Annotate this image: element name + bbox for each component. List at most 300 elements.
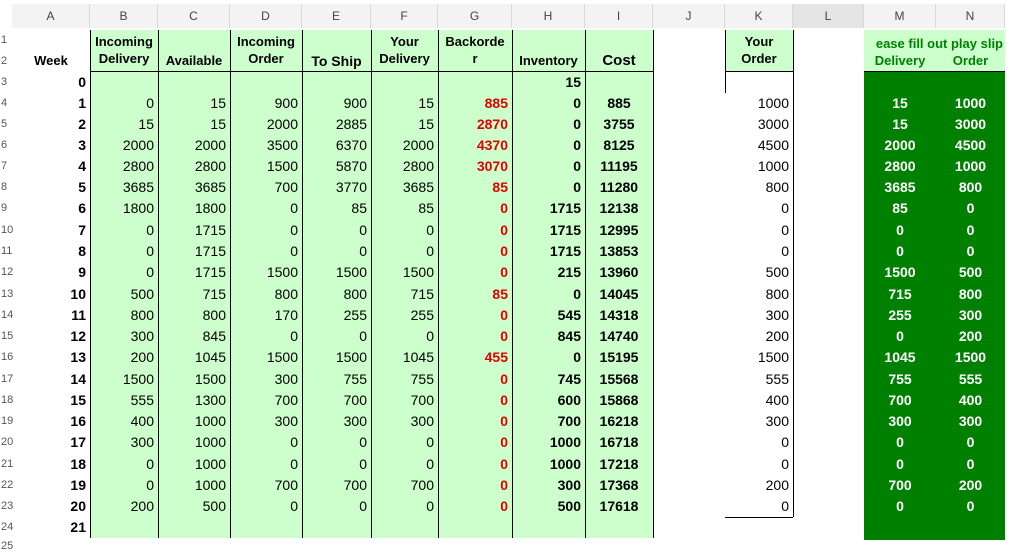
cell-slip-delivery[interactable]: 700 xyxy=(888,477,912,493)
cell-inventory[interactable]: 700 xyxy=(557,413,581,429)
cell-slip-order[interactable]: 500 xyxy=(958,264,983,280)
cell-incoming-delivery[interactable]: 300 xyxy=(130,434,154,450)
row-header-25[interactable]: 25 xyxy=(1,540,14,552)
cell-week[interactable]: 4 xyxy=(78,158,86,174)
column-header-k[interactable]: K xyxy=(725,4,793,28)
cell-to-ship[interactable]: 755 xyxy=(343,371,367,387)
cell-incoming-order[interactable]: 0 xyxy=(290,456,298,472)
cell-week[interactable]: 5 xyxy=(78,179,86,195)
header-inventory[interactable]: Inventory xyxy=(519,53,578,68)
row-header-23[interactable]: 23 xyxy=(1,500,14,512)
cell-available[interactable]: 845 xyxy=(202,328,226,344)
header-backorder[interactable] xyxy=(438,30,512,71)
cell-backorder[interactable]: 0 xyxy=(500,498,508,514)
row-header-12[interactable]: 12 xyxy=(1,266,14,278)
cell-week[interactable]: 14 xyxy=(70,371,86,387)
cell-backorder[interactable]: 4370 xyxy=(476,137,508,153)
cell-to-ship[interactable]: 0 xyxy=(359,498,367,514)
cell-cost[interactable]: 17618 xyxy=(599,498,639,514)
cell-to-ship[interactable]: 0 xyxy=(359,222,367,238)
cell-cost[interactable]: 14045 xyxy=(599,286,639,302)
cell-available[interactable]: 1500 xyxy=(194,371,226,387)
cell-backorder[interactable]: 0 xyxy=(500,392,508,408)
column-header-j[interactable]: J xyxy=(653,4,725,28)
cell-your-delivery[interactable]: 0 xyxy=(426,456,434,472)
column-header-f[interactable]: F xyxy=(371,4,438,28)
column-header-h[interactable]: H xyxy=(512,4,585,28)
row-header-18[interactable]: 18 xyxy=(1,394,14,406)
row-header-11[interactable]: 11 xyxy=(1,245,13,257)
cell-inventory[interactable]: 0 xyxy=(573,286,581,302)
cell-available[interactable]: 1715 xyxy=(194,264,226,280)
cell-incoming-order[interactable]: 700 xyxy=(274,477,298,493)
cell-to-ship[interactable]: 5870 xyxy=(335,158,367,174)
row-header-24[interactable]: 24 xyxy=(1,521,14,533)
cell-to-ship[interactable]: 300 xyxy=(343,413,367,429)
cell-week[interactable]: 6 xyxy=(78,200,86,216)
cell-your-delivery[interactable]: 255 xyxy=(410,307,434,323)
row-header-15[interactable]: 15 xyxy=(1,330,14,342)
cell-slip-delivery[interactable]: 700 xyxy=(888,392,912,408)
header-your-delivery-line: Delivery xyxy=(379,51,430,66)
cell-week[interactable]: 11 xyxy=(71,307,86,323)
cell-backorder[interactable]: 0 xyxy=(500,243,508,259)
column-header-b[interactable]: B xyxy=(90,4,158,28)
cell-incoming-order[interactable]: 700 xyxy=(274,392,298,408)
cell-inventory[interactable]: 0 xyxy=(573,95,581,111)
cell-slip-order[interactable]: 800 xyxy=(958,179,983,195)
cell-week[interactable]: 21 xyxy=(70,519,86,535)
cell-your-delivery[interactable]: 2800 xyxy=(402,158,434,174)
cell-cost[interactable]: 15568 xyxy=(599,371,639,387)
cell-cost[interactable]: 13853 xyxy=(599,243,639,259)
cell-your-delivery[interactable]: 700 xyxy=(410,477,434,493)
cell-your-order[interactable]: 3000 xyxy=(725,114,793,135)
cell-slip-order[interactable]: 1000 xyxy=(954,95,987,111)
cell-your-order[interactable]: 0 xyxy=(725,241,793,262)
cell-backorder[interactable]: 0 xyxy=(500,200,508,216)
cell-your-order[interactable]: 300 xyxy=(725,411,793,432)
cell-your-delivery[interactable]: 2000 xyxy=(402,137,434,153)
cell-your-order[interactable]: 200 xyxy=(725,475,793,496)
cell-backorder[interactable]: 85 xyxy=(492,286,508,302)
cell-slip-delivery[interactable]: 0 xyxy=(896,434,904,450)
cell-your-order[interactable]: 800 xyxy=(725,283,793,305)
row-header-22[interactable]: 22 xyxy=(1,479,14,491)
row-header-4[interactable]: 4 xyxy=(1,97,8,109)
cell-inventory[interactable]: 1715 xyxy=(549,200,581,216)
your-order-header-border xyxy=(725,71,793,72)
cell-incoming-delivery[interactable]: 1500 xyxy=(122,371,154,387)
cell-your-order[interactable]: 0 xyxy=(725,453,793,475)
cell-slip-delivery[interactable]: 0 xyxy=(896,498,904,514)
cell-incoming-delivery[interactable]: 0 xyxy=(146,222,154,238)
cell-slip-delivery[interactable]: 1500 xyxy=(884,264,916,280)
cell-incoming-order[interactable]: 900 xyxy=(274,95,298,111)
cell-inventory[interactable]: 845 xyxy=(557,328,581,344)
cell-inventory[interactable]: 745 xyxy=(557,371,581,387)
cell-slip-order[interactable]: 0 xyxy=(966,243,975,259)
cell-inventory[interactable]: 1715 xyxy=(549,243,581,259)
cell-incoming-order[interactable]: 700 xyxy=(274,179,298,195)
cell-cost[interactable]: 3755 xyxy=(603,116,635,132)
cell-week[interactable]: 17 xyxy=(70,434,86,450)
cell-incoming-order[interactable]: 170 xyxy=(274,307,298,323)
header-slip-delivery[interactable]: Delivery xyxy=(874,53,926,68)
cell-your-order[interactable]: 1000 xyxy=(725,156,793,177)
cell-backorder[interactable]: 0 xyxy=(500,222,508,238)
cell-backorder[interactable]: 0 xyxy=(500,328,508,344)
cell-inventory[interactable]: 15 xyxy=(565,74,581,90)
cell-backorder[interactable]: 0 xyxy=(500,371,508,387)
cell-to-ship[interactable]: 0 xyxy=(359,243,367,259)
column-header-a[interactable]: A xyxy=(12,4,90,28)
header-incoming-order-line: Order xyxy=(248,51,284,66)
cell-incoming-delivery[interactable]: 15 xyxy=(138,116,154,132)
cell-incoming-delivery[interactable]: 1800 xyxy=(122,200,154,216)
cell-incoming-delivery[interactable]: 200 xyxy=(130,498,154,514)
header-incoming-delivery-line: Delivery xyxy=(98,51,150,66)
row-header-2[interactable]: 2 xyxy=(1,55,8,67)
cell-week[interactable]: 0 xyxy=(78,74,86,90)
cell-cost[interactable]: 17368 xyxy=(599,477,639,493)
cell-inventory[interactable]: 0 xyxy=(573,179,581,195)
cell-your-delivery[interactable]: 0 xyxy=(426,243,434,259)
cell-your-order[interactable]: 0 xyxy=(725,198,793,219)
cell-week[interactable]: 16 xyxy=(70,413,86,429)
cell-slip-order[interactable]: 200 xyxy=(958,328,983,344)
cell-inventory[interactable]: 1000 xyxy=(549,434,581,450)
column-header-c[interactable]: C xyxy=(158,4,230,28)
cell-your-order[interactable]: 1500 xyxy=(725,347,793,368)
cell-available[interactable]: 1715 xyxy=(194,222,226,238)
cell-your-order[interactable]: 1000 xyxy=(725,93,793,114)
cell-slip-order[interactable]: 400 xyxy=(958,392,983,408)
cell-backorder[interactable]: 0 xyxy=(500,456,508,472)
cell-to-ship[interactable]: 6370 xyxy=(335,137,367,153)
header-cost[interactable]: Cost xyxy=(602,52,636,69)
cell-cost[interactable]: 15868 xyxy=(599,392,639,408)
cell-incoming-order[interactable]: 300 xyxy=(274,413,298,429)
cell-slip-order[interactable]: 0 xyxy=(966,434,975,450)
cell-your-order[interactable]: 4500 xyxy=(725,135,793,156)
cell-incoming-order[interactable]: 2000 xyxy=(266,116,298,132)
cell-incoming-order[interactable]: 1500 xyxy=(266,158,298,174)
cell-slip-order[interactable]: 0 xyxy=(966,498,975,514)
cell-incoming-order[interactable]: 0 xyxy=(290,200,298,216)
cell-backorder[interactable]: 0 xyxy=(500,307,508,323)
cell-week[interactable]: 10 xyxy=(70,286,86,302)
cell-your-delivery[interactable]: 0 xyxy=(426,498,434,514)
cell-incoming-delivery[interactable]: 555 xyxy=(130,392,154,408)
cell-your-delivery[interactable]: 0 xyxy=(426,222,434,238)
cell-inventory[interactable]: 0 xyxy=(573,116,581,132)
cell-incoming-delivery[interactable]: 2800 xyxy=(122,158,154,174)
cell-to-ship[interactable]: 900 xyxy=(343,95,367,111)
cell-inventory[interactable]: 215 xyxy=(557,264,581,280)
cell-your-delivery[interactable]: 15 xyxy=(418,116,434,132)
cell-available[interactable]: 1045 xyxy=(194,349,226,365)
header-week[interactable]: Week xyxy=(34,53,68,68)
cell-to-ship[interactable]: 85 xyxy=(351,200,367,216)
cell-incoming-delivery[interactable]: 0 xyxy=(146,264,154,280)
cell-inventory[interactable]: 1715 xyxy=(549,222,581,238)
cell-slip-order[interactable]: 300 xyxy=(958,307,983,323)
cell-slip-order[interactable]: 0 xyxy=(966,222,975,238)
cell-incoming-delivery[interactable]: 0 xyxy=(146,95,154,111)
cell-your-delivery[interactable]: 15 xyxy=(418,95,434,111)
cell-slip-delivery[interactable]: 0 xyxy=(896,222,904,238)
cell-incoming-order[interactable]: 1500 xyxy=(266,264,298,280)
cell-incoming-order[interactable]: 300 xyxy=(274,371,298,387)
cell-to-ship[interactable]: 2885 xyxy=(335,116,367,132)
cell-slip-order[interactable]: 4500 xyxy=(954,137,987,153)
cell-week[interactable]: 20 xyxy=(70,498,86,514)
cell-week[interactable]: 1 xyxy=(78,95,86,111)
column-header-n[interactable]: N xyxy=(936,4,1005,28)
cell-cost[interactable]: 8125 xyxy=(603,137,635,153)
cell-available[interactable]: 1800 xyxy=(194,200,226,216)
column-header-g[interactable]: G xyxy=(438,4,512,28)
row-header-17[interactable]: 17 xyxy=(1,373,14,385)
cell-inventory[interactable]: 300 xyxy=(557,477,581,493)
cell-week[interactable]: 12 xyxy=(70,328,86,344)
column-header-d[interactable]: D xyxy=(230,4,302,28)
cell-cost[interactable]: 16218 xyxy=(599,413,639,429)
cell-slip-order[interactable]: 300 xyxy=(958,413,983,429)
cell-your-delivery[interactable]: 755 xyxy=(410,371,434,387)
header-your-delivery[interactable] xyxy=(371,30,438,71)
cell-slip-order[interactable]: 1500 xyxy=(954,349,987,365)
row-header-16[interactable]: 16 xyxy=(1,351,14,363)
cell-cost[interactable]: 15195 xyxy=(599,349,639,365)
row-header-1[interactable]: 1 xyxy=(1,34,8,46)
cell-cost[interactable]: 12138 xyxy=(599,200,639,216)
cell-cost[interactable]: 11280 xyxy=(599,179,639,195)
row-header-9[interactable]: 9 xyxy=(1,202,8,214)
cell-incoming-order[interactable]: 0 xyxy=(290,328,298,344)
cell-available[interactable]: 1000 xyxy=(194,413,226,429)
cell-incoming-delivery[interactable]: 2000 xyxy=(122,137,154,153)
cell-to-ship[interactable]: 800 xyxy=(343,286,367,302)
row-header-19[interactable]: 19 xyxy=(1,415,14,427)
cell-your-order[interactable]: 800 xyxy=(725,177,793,198)
cell-incoming-delivery[interactable]: 0 xyxy=(146,243,154,259)
cell-your-delivery[interactable]: 300 xyxy=(410,413,434,429)
cell-slip-order[interactable]: 0 xyxy=(966,456,975,472)
row-header-14[interactable]: 14 xyxy=(1,309,14,321)
header-incoming-delivery[interactable] xyxy=(90,30,158,71)
cell-to-ship[interactable]: 255 xyxy=(343,307,367,323)
column-header-l[interactable]: L xyxy=(793,4,864,28)
cell-backorder[interactable]: 0 xyxy=(500,477,508,493)
cell-to-ship[interactable]: 1500 xyxy=(335,349,367,365)
cell-to-ship[interactable]: 1500 xyxy=(335,264,367,280)
cell-your-order[interactable]: 0 xyxy=(725,219,793,241)
cell-slip-delivery[interactable]: 715 xyxy=(888,286,912,302)
cell-to-ship[interactable]: 0 xyxy=(359,456,367,472)
cell-available[interactable]: 1000 xyxy=(194,456,226,472)
cell-slip-delivery[interactable]: 3685 xyxy=(884,179,916,195)
cell-backorder[interactable]: 0 xyxy=(500,413,508,429)
row-header-13[interactable]: 13 xyxy=(1,288,14,300)
cell-available[interactable]: 500 xyxy=(202,498,226,514)
row-header-5[interactable]: 5 xyxy=(1,118,8,130)
row-header-21[interactable]: 21 xyxy=(1,458,14,470)
cell-week[interactable]: 13 xyxy=(70,349,86,365)
cell-available[interactable]: 800 xyxy=(202,307,226,323)
cell-available[interactable]: 1715 xyxy=(194,243,226,259)
row-header-6[interactable]: 6 xyxy=(1,139,8,151)
cell-incoming-delivery[interactable]: 300 xyxy=(130,328,154,344)
cell-backorder[interactable]: 455 xyxy=(484,349,508,365)
cell-week[interactable]: 3 xyxy=(78,137,86,153)
cell-slip-delivery[interactable]: 2800 xyxy=(884,158,916,174)
cell-week[interactable]: 9 xyxy=(78,264,86,280)
header-available[interactable]: Available xyxy=(165,53,223,68)
header-to-ship[interactable]: To Ship xyxy=(311,53,362,69)
cell-to-ship[interactable]: 700 xyxy=(343,392,367,408)
cell-to-ship[interactable]: 700 xyxy=(343,477,367,493)
cell-to-ship[interactable]: 0 xyxy=(359,434,367,450)
cell-inventory[interactable]: 0 xyxy=(573,158,581,174)
row-header-20[interactable]: 20 xyxy=(1,436,14,448)
cell-slip-delivery[interactable]: 15 xyxy=(892,116,908,132)
cell-backorder[interactable]: 2870 xyxy=(476,116,508,132)
cell-cost[interactable]: 17218 xyxy=(599,456,639,472)
header-your-order[interactable] xyxy=(725,30,793,71)
cell-your-order[interactable]: 200 xyxy=(725,326,793,347)
cell-cost[interactable]: 14740 xyxy=(599,328,639,344)
cell-your-order[interactable]: 555 xyxy=(725,368,793,390)
cell-available[interactable]: 2800 xyxy=(194,158,226,174)
cell-backorder[interactable]: 0 xyxy=(500,434,508,450)
cell-available[interactable]: 1300 xyxy=(194,392,226,408)
cell-inventory[interactable]: 500 xyxy=(557,498,581,514)
cell-slip-delivery[interactable]: 1045 xyxy=(884,349,916,365)
row-header-10[interactable]: 10 xyxy=(1,224,14,236)
cell-your-delivery[interactable]: 1045 xyxy=(402,349,434,365)
cell-available[interactable]: 715 xyxy=(202,286,226,302)
cell-incoming-delivery[interactable]: 3685 xyxy=(122,179,154,195)
cell-available[interactable]: 15 xyxy=(210,95,226,111)
cell-slip-delivery[interactable]: 0 xyxy=(896,456,904,472)
cell-available[interactable]: 15 xyxy=(210,116,226,132)
cell-your-order[interactable]: 0 xyxy=(725,432,793,453)
cell-available[interactable]: 1000 xyxy=(194,477,226,493)
cell-inventory[interactable]: 0 xyxy=(573,137,581,153)
cell-your-order[interactable]: 0 xyxy=(725,496,793,517)
cell-incoming-order[interactable]: 3500 xyxy=(266,137,298,153)
cell-backorder[interactable]: 885 xyxy=(484,95,508,111)
cell-slip-delivery[interactable]: 300 xyxy=(888,413,912,429)
cell-your-delivery[interactable]: 3685 xyxy=(402,179,434,195)
header-your-order-line: Your xyxy=(744,34,774,49)
cell-your-delivery[interactable]: 85 xyxy=(418,200,434,216)
cell-incoming-delivery[interactable]: 200 xyxy=(130,349,154,365)
cell-your-delivery[interactable]: 0 xyxy=(426,434,434,450)
cell-incoming-order[interactable]: 1500 xyxy=(266,349,298,365)
cell-available[interactable]: 2000 xyxy=(194,137,226,153)
header-incoming-order[interactable] xyxy=(230,30,302,71)
cell-incoming-order[interactable]: 0 xyxy=(290,434,298,450)
header-slip-order[interactable]: Order xyxy=(952,53,989,68)
cell-slip-order[interactable]: 3000 xyxy=(954,116,987,132)
cell-to-ship[interactable]: 3770 xyxy=(335,179,367,195)
cell-slip-order[interactable]: 200 xyxy=(958,477,983,493)
cell-incoming-delivery[interactable]: 800 xyxy=(130,307,154,323)
cell-your-delivery[interactable]: 700 xyxy=(410,392,434,408)
cell-week[interactable]: 19 xyxy=(70,477,86,493)
cell-week[interactable]: 7 xyxy=(78,222,86,238)
row-header-7[interactable]: 7 xyxy=(1,160,8,172)
cell-to-ship[interactable]: 0 xyxy=(359,328,367,344)
cell-week[interactable]: 15 xyxy=(70,392,86,408)
cell-incoming-order[interactable]: 0 xyxy=(290,243,298,259)
cell-incoming-delivery[interactable]: 0 xyxy=(146,456,154,472)
cell-slip-order[interactable]: 1000 xyxy=(954,158,987,174)
cell-your-order[interactable]: 300 xyxy=(725,305,793,326)
row-header-8[interactable]: 8 xyxy=(1,181,8,193)
cell-cost[interactable]: 14318 xyxy=(599,307,639,323)
cell-slip-delivery[interactable]: 0 xyxy=(896,328,904,344)
cell-incoming-order[interactable]: 0 xyxy=(290,222,298,238)
cell-slip-order[interactable]: 555 xyxy=(958,371,983,387)
column-header-m[interactable]: M xyxy=(864,4,936,28)
cell-slip-delivery[interactable]: 0 xyxy=(896,243,904,259)
cell-incoming-order[interactable]: 800 xyxy=(274,286,298,302)
cell-your-order[interactable]: 400 xyxy=(725,390,793,411)
cell-inventory[interactable]: 600 xyxy=(557,392,581,408)
cell-inventory[interactable]: 0 xyxy=(573,349,581,365)
cell-backorder[interactable]: 85 xyxy=(492,179,508,195)
row-header-3[interactable]: 3 xyxy=(1,76,8,88)
cell-slip-delivery[interactable]: 85 xyxy=(892,200,908,216)
cell-slip-order[interactable]: 800 xyxy=(958,286,983,302)
cell-week[interactable]: 8 xyxy=(78,243,86,259)
cell-slip-delivery[interactable]: 255 xyxy=(888,307,912,323)
cell-incoming-delivery[interactable]: 400 xyxy=(130,413,154,429)
cell-cost[interactable]: 13960 xyxy=(599,264,639,280)
column-header-e[interactable]: E xyxy=(302,4,371,28)
cell-slip-delivery[interactable]: 2000 xyxy=(884,137,916,153)
cell-slip-delivery[interactable]: 15 xyxy=(892,95,908,111)
cell-backorder[interactable]: 3070 xyxy=(476,158,508,174)
header-play-slip[interactable]: ease fill out play slip xyxy=(875,36,1003,51)
cell-inventory[interactable]: 545 xyxy=(557,307,581,323)
cell-available[interactable]: 3685 xyxy=(194,179,226,195)
cell-cost[interactable]: 885 xyxy=(607,95,631,111)
cell-cost[interactable]: 11195 xyxy=(600,158,638,174)
cell-incoming-delivery[interactable]: 500 xyxy=(130,286,154,302)
cell-slip-delivery[interactable]: 755 xyxy=(888,371,912,387)
cell-your-delivery[interactable]: 715 xyxy=(410,286,434,302)
cell-inventory[interactable]: 1000 xyxy=(549,456,581,472)
cell-cost[interactable]: 16718 xyxy=(599,434,639,450)
cell-backorder[interactable]: 0 xyxy=(500,264,508,280)
cell-available[interactable]: 1000 xyxy=(194,434,226,450)
cell-your-delivery[interactable]: 0 xyxy=(426,328,434,344)
cell-incoming-delivery[interactable]: 0 xyxy=(146,477,154,493)
cell-incoming-order[interactable]: 0 xyxy=(290,498,298,514)
cell-slip-order[interactable]: 0 xyxy=(966,200,975,216)
column-header-i[interactable]: I xyxy=(585,4,653,28)
cell-your-order[interactable]: 500 xyxy=(725,262,793,283)
cell-week[interactable]: 18 xyxy=(70,456,86,472)
cell-cost[interactable]: 12995 xyxy=(599,222,639,238)
cell-your-delivery[interactable]: 1500 xyxy=(402,264,434,280)
cell-week[interactable]: 2 xyxy=(78,116,86,132)
